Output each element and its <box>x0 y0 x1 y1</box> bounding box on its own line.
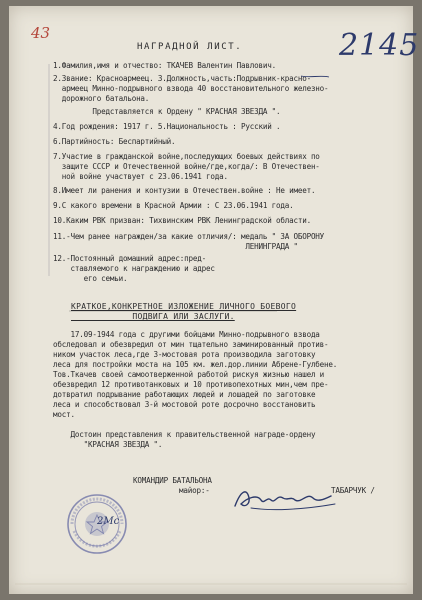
narrative-line-8: леса и способствовал 3-й мостовой роте досрочно восстановить <box>53 400 316 409</box>
field-line-1: 1.Фамилия,имя и отчество: ТКАЧЕВ Валентин Павлович. <box>53 61 276 70</box>
field-line-9: защите СССР и Отечественной войне/где,когда/: В Отечествен- <box>53 162 320 171</box>
field-line-18: его семьи. <box>53 274 128 283</box>
narrative-line-7: дотвратил подрывание работающих людей и лошадей по заготовке <box>53 390 316 399</box>
commander-title: КОМАНДИР БАТАЛЬОНА <box>133 476 212 485</box>
narrative-line-6: обезвредил 12 противотанковых и 10 противопехотных мин,чем пре- <box>53 380 329 389</box>
narrative-line-4: леса для постройки моста на 105 км. жел.дор.линии Абрене-Гулбене. <box>53 360 338 369</box>
field-line-11: 8.Имеет ли ранения и контузии в Отечествен.войне : Не имеет. <box>53 186 316 195</box>
narrative-line-2: обследовал и обезвредил от мин тщательно заминированный против- <box>53 340 329 349</box>
field-line-7: 6.Партийность: Беспартийный. <box>53 137 176 146</box>
field-line-6: 4.Год рождения: 1917 г. 5.Национальность : Русский . <box>53 122 281 131</box>
handwritten-date: 2Мс <box>97 516 120 527</box>
field-line-10: ной войне участвует с 23.06.1941 года. <box>53 172 228 181</box>
section-title-line-1: КРАТКОЕ,КОНКРЕТНОЕ ИЗЛОЖЕНИЕ ЛИЧНОГО БОЕВОГО <box>71 302 297 311</box>
award-sheet <box>9 6 420 594</box>
section-title-line-2: ПОДВИГА ИЛИ ЗАСЛУГИ. <box>71 312 235 321</box>
field-line-12: 9.С какого времени в Красной Армии : С 23.06.1941 года. <box>53 201 294 210</box>
field-line-4: дорожного батальона. <box>53 94 150 103</box>
conclusion-line-2: "КРАСНАЯ ЗВЕЗДА ". <box>53 440 163 449</box>
commander-surname: ТАБАРЧУК / <box>331 486 375 495</box>
narrative-line-3: ником участок леса,где 3-мостовая рота производила заготовку <box>53 350 316 359</box>
field-line-13: 10.Каким РВК призван: Тихвинским РВК Ленинградской области. <box>53 216 311 225</box>
pen-marks <box>9 6 413 594</box>
narrative-line-1: 17.09-1944 года с другими бойцами Минно-подрывного взвода <box>53 330 320 339</box>
field-line-5: Представляется к Ордену " КРАСНАЯ ЗВЕЗДА ". <box>53 107 281 116</box>
corner-number-right: 2145 <box>339 28 420 63</box>
field-line-3: армеец Минно-подрывного взвода 40 восстановительного железно- <box>53 84 329 93</box>
document-title: НАГРАДНОЙ ЛИСТ. <box>137 42 243 52</box>
field-line-14: 11.-Чем ранее награжден/за какие отличия/: медаль " ЗА ОБОРОНУ <box>53 232 325 241</box>
conclusion-line-1: Достоин представления к правительственной награде-ордену <box>53 430 316 439</box>
narrative-line-5: Тов.Ткачев своей самоотверженной работой рискуя жизнью нашел и <box>53 370 325 379</box>
corner-number-left: 43 <box>31 24 51 42</box>
field-line-17: ставляемого к награждению и адрес <box>53 264 215 273</box>
field-line-15: ЛЕНИНГРАДА " <box>53 242 298 251</box>
field-line-2: 2.Звание: Красноармеец. 3.Должность,часть:Подрывник-красно- <box>53 74 311 83</box>
narrative-line-9: мост. <box>53 410 75 419</box>
field-line-16: 12.-Постоянный домашний адрес:пред- <box>53 254 207 263</box>
field-line-8: 7.Участие в гражданской войне,последующих боевых действиях по <box>53 152 320 161</box>
commander-rank: майор:- <box>179 486 210 495</box>
